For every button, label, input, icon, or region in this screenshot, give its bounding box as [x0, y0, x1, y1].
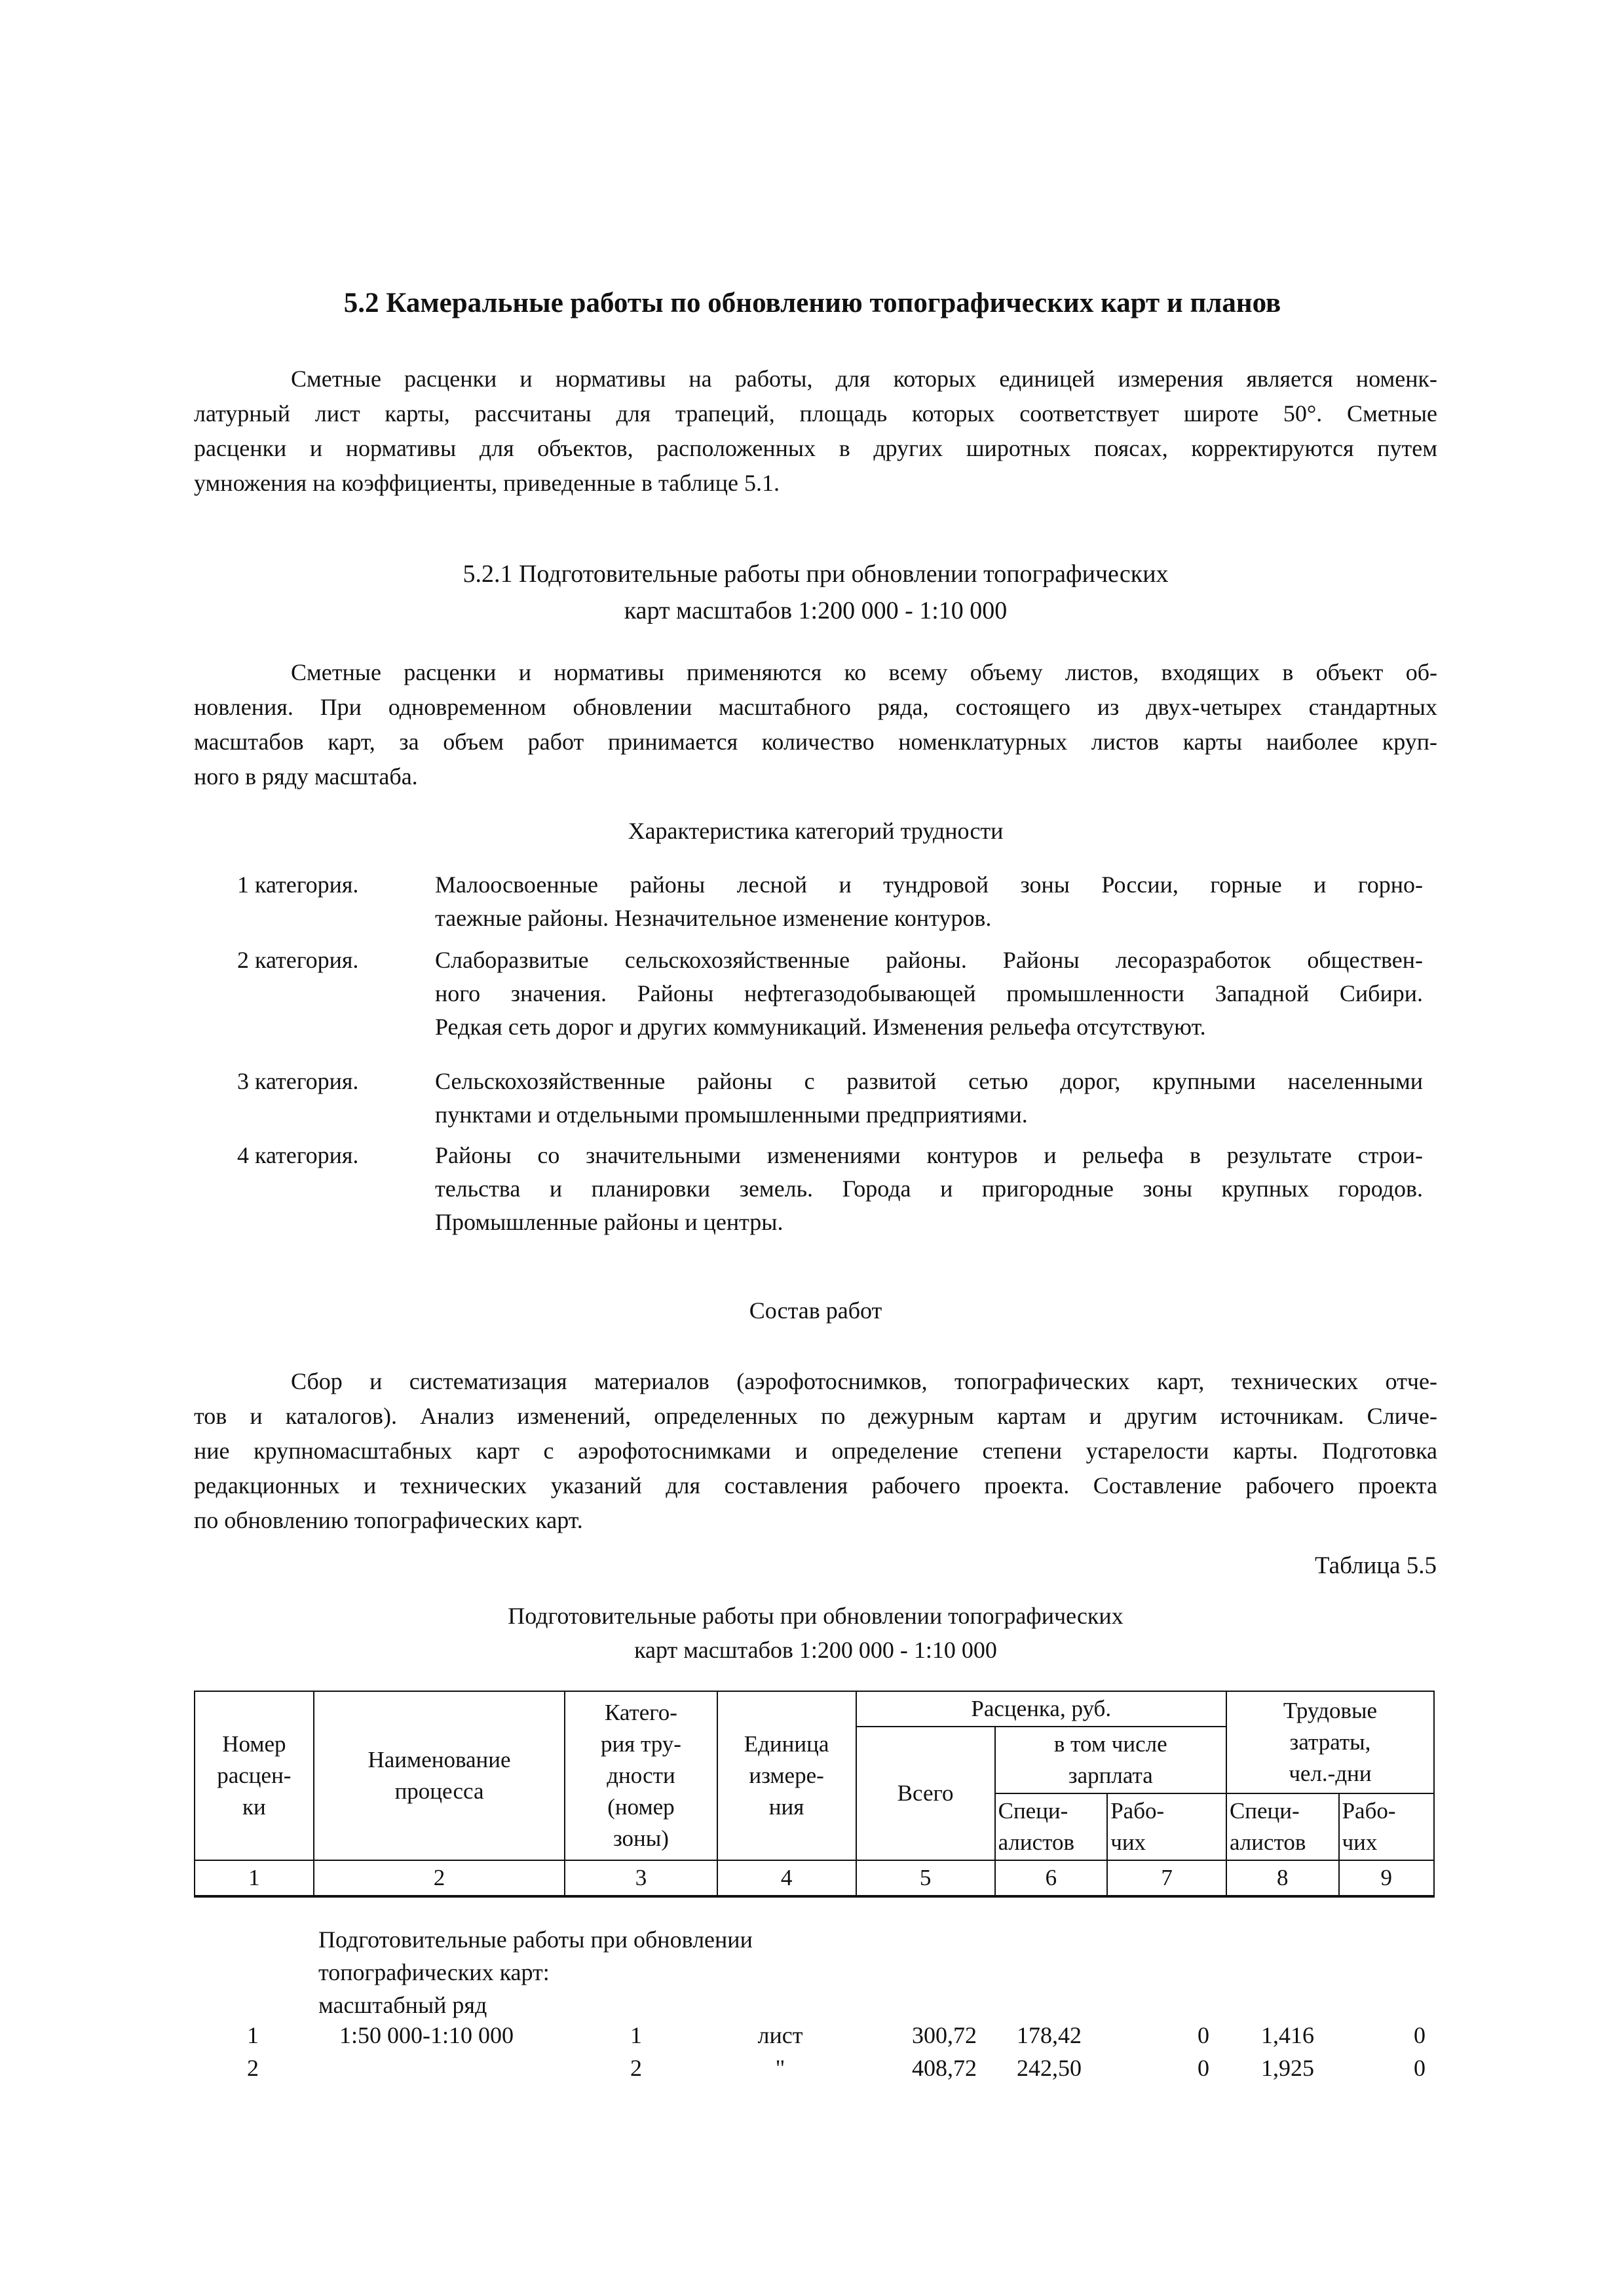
header-text: алистов [1229, 1829, 1306, 1855]
header-text: дности [607, 1763, 675, 1788]
column-number: 2 [314, 1860, 565, 1896]
column-number: 7 [1107, 1860, 1226, 1896]
category-line: пунктами и отдельными промышленными предприятиями. [435, 1101, 1028, 1128]
header-rate-number [195, 1691, 314, 1860]
category-2 [237, 944, 1423, 1048]
composition-line-5: по обновлению топографических карт. [194, 1507, 583, 1533]
header-text: зарплата [1068, 1763, 1153, 1788]
table-row [194, 2054, 1435, 2087]
category-label: 3 категория. [237, 1068, 359, 1094]
column-number: 4 [717, 1860, 856, 1896]
category-description [435, 1139, 1423, 1239]
category-4 [237, 1139, 1423, 1244]
header-text: зоны) [613, 1826, 669, 1851]
table-title-line-2: карт масштабов 1:200 000 - 1:10 000 [634, 1637, 997, 1663]
intro-line-1: Сметные расценки и нормативы на работы, для которых единицей измерения является номенк- [291, 366, 1437, 392]
header-labor [1226, 1691, 1434, 1793]
row-unit: " [775, 2055, 785, 2081]
table-title-line-1: Подготовительные работы при обновлении топографических [508, 1603, 1124, 1629]
table-label: Таблица 5.5 [1315, 1552, 1437, 1579]
category-line: Малоосвоенные районы лесной и тундровой зоны России, горные и горно- [435, 871, 1423, 898]
column-number: 6 [995, 1860, 1108, 1896]
row-number: 1 [247, 2022, 259, 2048]
table-title [194, 1599, 1437, 1667]
header-text: процесса [394, 1778, 484, 1804]
category-line: Районы со значительными изменениями контуров и рельефа в результате строи- [435, 1142, 1423, 1168]
row-name: 1:50 000-1:10 000 [339, 2022, 514, 2048]
header-unit [717, 1691, 856, 1860]
composition-paragraph [194, 1364, 1437, 1538]
intro-line-3: расценки и нормативы для объектов, расположенных в других широтных поясах, корректируются путем [194, 435, 1437, 461]
header-text: Наименование [368, 1747, 511, 1772]
section-line: Подготовительные работы при обновлении [318, 1926, 753, 1953]
section-line: масштабный ряд [318, 1992, 487, 2018]
row-specialists: 242,50 [1017, 2055, 1082, 2081]
row-number: 2 [247, 2055, 259, 2081]
category-line: тельства и планировки земель. Города и пригородные зоны крупных городов. [435, 1176, 1423, 1202]
header-text: чих [1110, 1829, 1146, 1855]
category-line: таежные районы. Незначительное изменение контуров. [435, 905, 992, 931]
subsection-heading [194, 556, 1437, 629]
row-category: 1 [630, 2022, 642, 2048]
category-label: 4 категория. [237, 1142, 359, 1168]
column-number: 9 [1339, 1860, 1434, 1896]
row-total: 408,72 [912, 2055, 977, 2081]
composition-line-2: тов и каталогов). Анализ изменений, определенных по дежурным картам и другим источникам. Сличе- [194, 1403, 1437, 1429]
header-category [565, 1691, 717, 1860]
composition-line-3: ние крупномасштабных карт с аэрофотоснимками и определение степени устарелости карты. Подготовка [194, 1438, 1437, 1464]
category-line: Слаборазвитые сельскохозяйственные районы. Районы лесоразработок обществен- [435, 947, 1423, 973]
header-text: ния [768, 1794, 804, 1820]
categories-title: Характеристика категорий трудности [628, 818, 1004, 844]
sub-paragraph [194, 655, 1437, 794]
sub-line-4: ного в ряду масштаба. [194, 763, 418, 790]
table-section-title [318, 1923, 753, 2021]
header-text: чел.-дни [1289, 1761, 1372, 1786]
row-unit: лист [757, 2022, 803, 2048]
row-labor-workers: 0 [1414, 2022, 1426, 2048]
subsection-heading-line-1: 5.2.1 Подготовительные работы при обновлении топографических [463, 560, 1169, 588]
category-label: 1 категория. [237, 871, 359, 898]
header-workers [1107, 1793, 1226, 1860]
header-total: Всего [856, 1727, 995, 1860]
category-3 [237, 1065, 1423, 1133]
intro-paragraph [194, 362, 1437, 501]
header-labor-specialists [1226, 1793, 1339, 1860]
section-heading: 5.2 Камеральные работы по обновлению топографических карт и планов [343, 288, 1281, 318]
composition-line-1: Сбор и систематизация материалов (аэрофотоснимков, топографических карт, технических отче- [291, 1368, 1437, 1394]
section-line: топографических карт: [318, 1959, 550, 1985]
column-numbers-row [195, 1860, 1434, 1896]
column-number: 3 [565, 1860, 717, 1896]
column-number: 8 [1226, 1860, 1339, 1896]
header-text: измере- [749, 1763, 824, 1788]
row-category: 2 [630, 2055, 642, 2081]
row-workers: 0 [1198, 2055, 1209, 2081]
header-text: Специ- [1229, 1798, 1300, 1824]
composition-line-4: редакционных и технических указаний для составления рабочего проекта. Составление рабочего проекта [194, 1472, 1437, 1499]
header-text: затраты, [1289, 1729, 1371, 1755]
header-text: Рабо- [1342, 1798, 1396, 1824]
header-text: рия тру- [600, 1731, 681, 1757]
header-text: чих [1342, 1829, 1378, 1855]
header-text: расцен- [217, 1763, 292, 1788]
header-text: Номер [222, 1731, 286, 1757]
header-text: Специ- [998, 1798, 1068, 1824]
table-row [194, 2021, 1435, 2054]
intro-line-2: латурный лист карты, рассчитаны для трапеций, площадь которых соответствует широте 50°. Сметные [194, 400, 1437, 427]
header-text: Единица [744, 1731, 829, 1757]
sub-line-3: масштабов карт, за объем работ принимается количество номенклатурных листов карты наиболее круп- [194, 729, 1437, 755]
category-line: Сельскохозяйственные районы с развитой сетью дорог, крупными населенными [435, 1068, 1423, 1094]
header-text: Катего- [604, 1700, 677, 1725]
table-body [194, 1923, 1435, 2185]
table-header [194, 1691, 1435, 1898]
row-specialists: 178,42 [1017, 2022, 1082, 2048]
sub-line-1: Сметные расценки и нормативы применяются ко всему объему листов, входящих в объект об- [291, 659, 1437, 685]
row-total: 300,72 [912, 2022, 977, 2048]
header-labor-workers [1339, 1793, 1434, 1860]
header-price: Расценка, руб. [856, 1691, 1226, 1727]
header-text: (номер [607, 1794, 675, 1820]
header-including [995, 1727, 1226, 1793]
intro-line-4: умножения на коэффициенты, приведенные в таблице 5.1. [194, 470, 780, 496]
category-line: ного значения. Районы нефтегазодобывающей промышленности Западной Сибири. [435, 980, 1423, 1006]
header-process-name [314, 1691, 565, 1860]
row-labor-specialists: 1,925 [1261, 2055, 1314, 2081]
column-number: 1 [195, 1860, 314, 1896]
header-specialists [995, 1793, 1108, 1860]
composition-title: Состав работ [749, 1297, 882, 1324]
header-text: Рабо- [1110, 1798, 1165, 1824]
category-description [435, 868, 1423, 935]
row-labor-specialists: 1,416 [1261, 2022, 1314, 2048]
category-description [435, 1065, 1423, 1132]
header-text: в том числе [1053, 1731, 1167, 1757]
row-workers: 0 [1198, 2022, 1209, 2048]
header-text: Трудовые [1283, 1698, 1378, 1723]
row-labor-workers: 0 [1414, 2055, 1426, 2081]
header-text: алистов [998, 1829, 1075, 1855]
category-line: Промышленные районы и центры. [435, 1209, 784, 1235]
header-text: ки [242, 1794, 266, 1820]
category-1 [237, 868, 1423, 936]
category-label: 2 категория. [237, 947, 359, 973]
subsection-heading-line-2: карт масштабов 1:200 000 - 1:10 000 [624, 597, 1008, 624]
category-description [435, 944, 1423, 1044]
sub-line-2: новления. При одновременном обновлении масштабного ряда, состоящего из двух-четырех стандартных [194, 694, 1437, 720]
category-line: Редкая сеть дорог и других коммуникаций. Изменения рельефа отсутствуют. [435, 1014, 1206, 1040]
column-number: 5 [856, 1860, 995, 1896]
